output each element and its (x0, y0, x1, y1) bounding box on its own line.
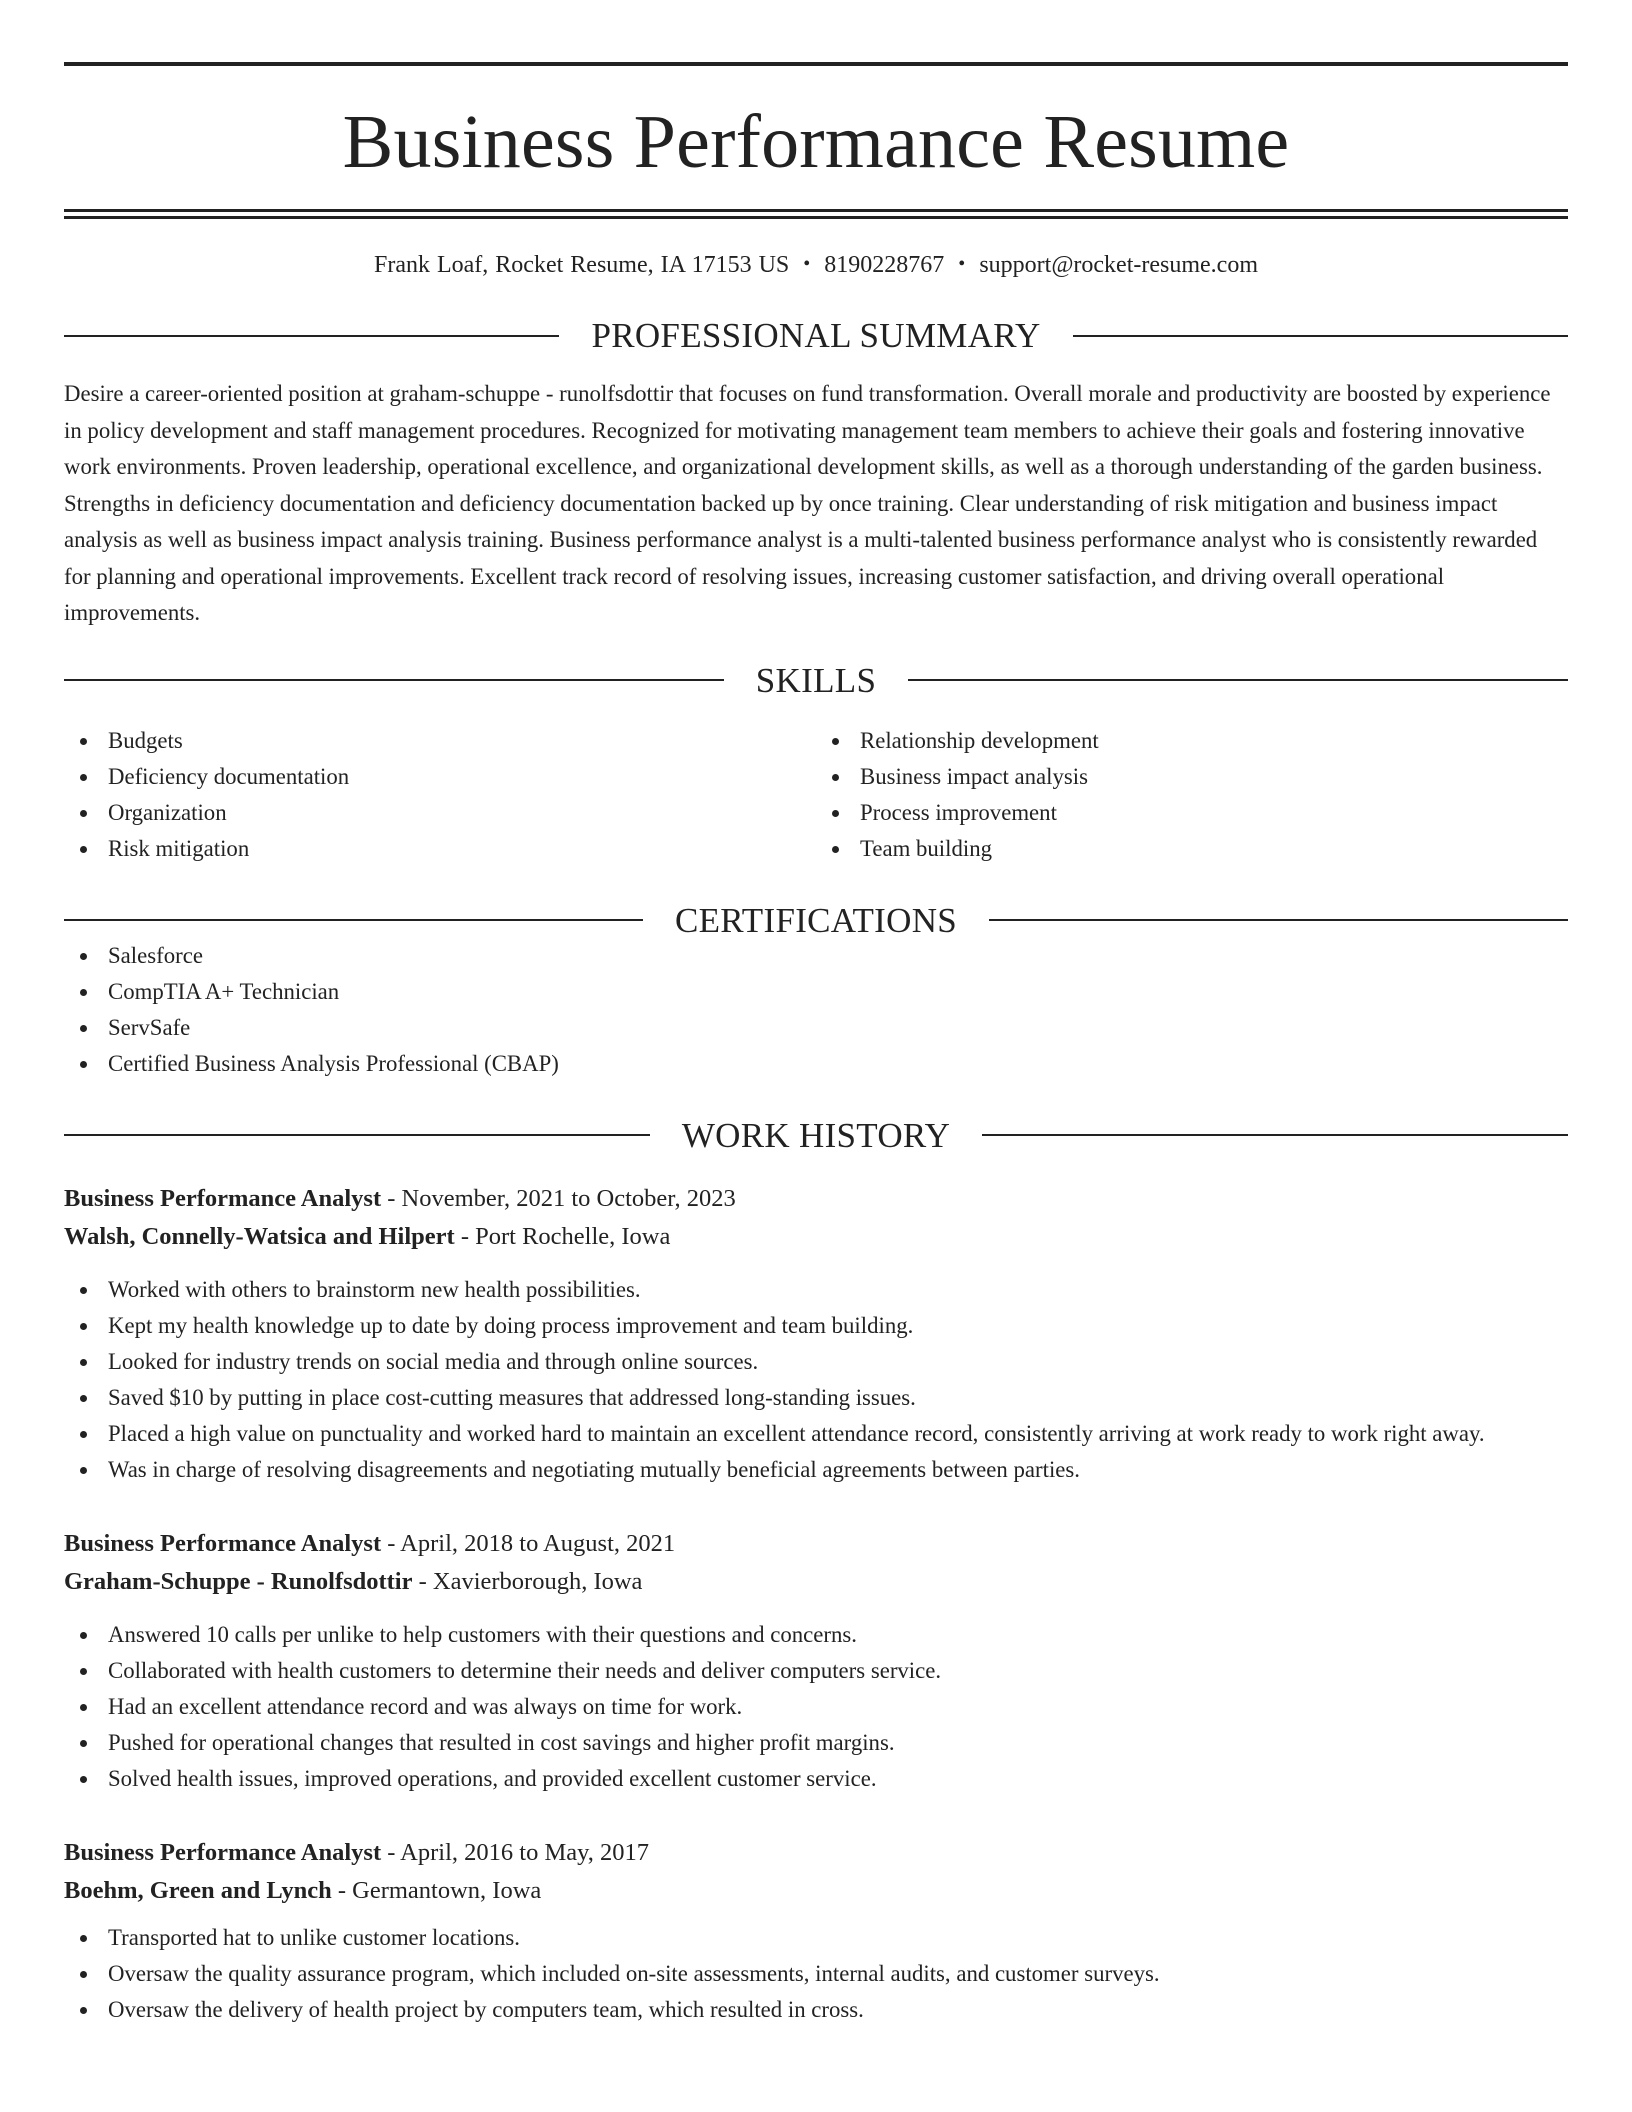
skill-label: Business impact analysis (860, 763, 1088, 789)
job-title-line (64, 1834, 1568, 1872)
skill-item (816, 795, 1568, 831)
certification-label: CompTIA A+ Technician (108, 978, 340, 1004)
job-location: - Port Rochelle, Iowa (454, 1222, 671, 1250)
heading-rule-right (1073, 335, 1568, 337)
certifications-heading: CERTIFICATIONS (674, 900, 958, 940)
bullet-icon (832, 810, 839, 817)
skill-label: Risk mitigation (108, 835, 250, 861)
skill-label: Deficiency documentation (108, 763, 350, 789)
skills-list-right (816, 723, 1568, 867)
job-dates: - April, 2016 to May, 2017 (381, 1838, 650, 1866)
work-section-heading (64, 1115, 1568, 1155)
job-bullet (64, 1653, 1568, 1689)
job-location: - Germantown, Iowa (331, 1876, 542, 1904)
skill-item (816, 759, 1568, 795)
job-bullet (64, 1956, 1568, 1992)
job-bullet-text: Pushed for operational changes that resulted in cost savings and higher profit margins. (108, 1729, 895, 1755)
job-title-line (64, 1180, 1568, 1218)
job-bullet (64, 1272, 1568, 1308)
bullet-icon (80, 1359, 87, 1366)
job-bullet-text: Saved $10 by putting in place cost-cutting measures that addressed long-standing issues. (108, 1384, 916, 1410)
job-bullet-text: Oversaw the quality assurance program, which included on-site assessments, internal audits, and customer surveys. (108, 1960, 1160, 1986)
certifications-list (64, 938, 1568, 1082)
job-company-line (64, 1218, 1568, 1256)
job-bullets (64, 1272, 1568, 1488)
heading-rule-left (64, 335, 559, 337)
job-bullets (64, 1920, 1568, 2028)
bullet-icon (80, 1395, 87, 1402)
job-bullet (64, 1617, 1568, 1653)
certification-item (64, 974, 1568, 1010)
certification-label: ServSafe (108, 1014, 191, 1040)
bullet-icon (80, 1287, 87, 1294)
contact-email: support@rocket-resume.com (979, 252, 1258, 278)
skill-item (64, 831, 816, 867)
job-bullet (64, 1689, 1568, 1725)
job-bullet (64, 1416, 1568, 1452)
job-entry (64, 1525, 1568, 1797)
job-company: Graham-Schuppe - Runolfsdottir (64, 1567, 413, 1595)
certifications-section-heading (64, 900, 1568, 940)
job-title: Business Performance Analyst (64, 1838, 382, 1866)
certification-item (64, 1046, 1568, 1082)
contact-separator: • (803, 253, 811, 275)
job-bullet-text: Answered 10 calls per unlike to help customers with their questions and concerns. (108, 1621, 857, 1647)
job-title: Business Performance Analyst (64, 1529, 382, 1557)
skill-item (816, 831, 1568, 867)
skills-heading: SKILLS (755, 660, 877, 700)
heading-rule-right (982, 1134, 1568, 1136)
job-bullet (64, 1308, 1568, 1344)
heading-rule-left (64, 1134, 650, 1136)
job-bullet-text: Transported hat to unlike customer locations. (108, 1924, 520, 1950)
job-bullet (64, 1725, 1568, 1761)
bullet-icon (80, 738, 87, 745)
bullet-icon (80, 1467, 87, 1474)
job-entry (64, 1834, 1568, 2028)
job-bullet (64, 1992, 1568, 2028)
job-dates: - November, 2021 to October, 2023 (381, 1184, 736, 1212)
certification-item (64, 1010, 1568, 1046)
bullet-icon (80, 2007, 87, 2014)
job-company-line (64, 1563, 1568, 1601)
job-bullets (64, 1617, 1568, 1797)
certification-label: Salesforce (108, 942, 203, 968)
skills-list-left (64, 723, 816, 867)
bullet-icon (80, 1935, 87, 1942)
job-company: Walsh, Connelly-Watsica and Hilpert (64, 1222, 455, 1250)
title-double-rule (64, 209, 1568, 219)
job-company: Boehm, Green and Lynch (64, 1876, 332, 1904)
skill-item (816, 723, 1568, 759)
contact-address: Frank Loaf, Rocket Resume, IA 17153 US (374, 252, 790, 278)
summary-text: Desire a career-oriented position at graham-schuppe - runolfsdottir that focuses on fund transformation. Overall morale and productivity are boosted by experience in policy development and staff management procedures. Recognized for motivating management team members to achieve their goals and fostering innovative work environments. Proven leadership, operational excellence, and organizational development skills, as well as a thorough understanding of the garden business. Strengths in deficiency documentation and deficiency documentation backed up by once training. Clear understanding of risk mitigation and business impact analysis as well as business impact analysis training. Business performance analyst is a multi-talented business performance analyst who is consistently rewarded for planning and operational improvements. Excellent track record of resolving issues, increasing customer satisfaction, and driving overall operational improvements. (64, 381, 1551, 625)
bullet-icon (80, 1323, 87, 1330)
job-bullet-text: Oversaw the delivery of health project by computers team, which resulted in cross. (108, 1996, 864, 2022)
contact-separator: • (958, 253, 966, 275)
bullet-icon (80, 953, 87, 960)
heading-rule-left (64, 679, 724, 681)
job-bullet-text: Worked with others to brainstorm new health possibilities. (108, 1276, 641, 1302)
bullet-icon (80, 989, 87, 996)
bullet-icon (832, 774, 839, 781)
job-bullet-text: Collaborated with health customers to determine their needs and deliver computers service. (108, 1657, 942, 1683)
bullet-icon (80, 810, 87, 817)
skill-label: Relationship development (860, 727, 1099, 753)
bullet-icon (80, 1431, 87, 1438)
job-location: - Xavierborough, Iowa (412, 1567, 643, 1595)
top-rule (64, 62, 1568, 66)
job-company-line (64, 1872, 1568, 1910)
skill-label: Team building (860, 835, 992, 861)
skills-section-heading (64, 660, 1568, 700)
job-bullet (64, 1761, 1568, 1797)
job-bullet (64, 1344, 1568, 1380)
job-bullet-text: Looked for industry trends on social media and through online sources. (108, 1348, 759, 1374)
job-title-line (64, 1525, 1568, 1563)
job-bullet (64, 1380, 1568, 1416)
job-bullet-text: Placed a high value on punctuality and worked hard to maintain an excellent attendance record, consistently arriving at work ready to work right away. (108, 1420, 1485, 1446)
bullet-icon (80, 1061, 87, 1068)
heading-rule-right (989, 919, 1568, 921)
skill-label: Budgets (108, 727, 183, 753)
job-bullet (64, 1452, 1568, 1488)
certification-item (64, 938, 1568, 974)
job-bullet (64, 1920, 1568, 1956)
bullet-icon (80, 774, 87, 781)
skill-item (64, 795, 816, 831)
bullet-icon (80, 846, 87, 853)
job-dates: - April, 2018 to August, 2021 (381, 1529, 676, 1557)
bullet-icon (80, 1971, 87, 1978)
job-title: Business Performance Analyst (64, 1184, 382, 1212)
summary-heading: PROFESSIONAL SUMMARY (591, 316, 1041, 355)
summary-section-heading (64, 318, 1568, 353)
heading-rule-right (908, 679, 1568, 681)
contact-phone: 8190228767 (824, 252, 945, 278)
job-bullet-text: Was in charge of resolving disagreements and negotiating mutually beneficial agreements between parties. (108, 1456, 1080, 1482)
skill-item (64, 759, 816, 795)
heading-rule-left (64, 919, 643, 921)
bullet-icon (80, 1704, 87, 1711)
job-bullet-text: Solved health issues, improved operations, and provided excellent customer service. (108, 1765, 877, 1791)
skill-label: Organization (108, 799, 227, 825)
resume-title: Business Performance Resume (342, 100, 1290, 184)
skill-item (64, 723, 816, 759)
bullet-icon (832, 846, 839, 853)
bullet-icon (80, 1668, 87, 1675)
job-bullet-text: Kept my health knowledge up to date by doing process improvement and team building. (108, 1312, 914, 1338)
bullet-icon (80, 1025, 87, 1032)
certification-label: Certified Business Analysis Professional (CBAP) (108, 1050, 559, 1076)
job-bullet-text: Had an excellent attendance record and was always on time for work. (108, 1693, 743, 1719)
contact-line (64, 253, 1568, 277)
job-entry (64, 1180, 1568, 1488)
bullet-icon (832, 738, 839, 745)
bullet-icon (80, 1740, 87, 1747)
skills-grid (64, 723, 1568, 867)
skill-label: Process improvement (860, 799, 1057, 825)
bullet-icon (80, 1776, 87, 1783)
work-heading: WORK HISTORY (681, 1115, 951, 1155)
bullet-icon (80, 1632, 87, 1639)
